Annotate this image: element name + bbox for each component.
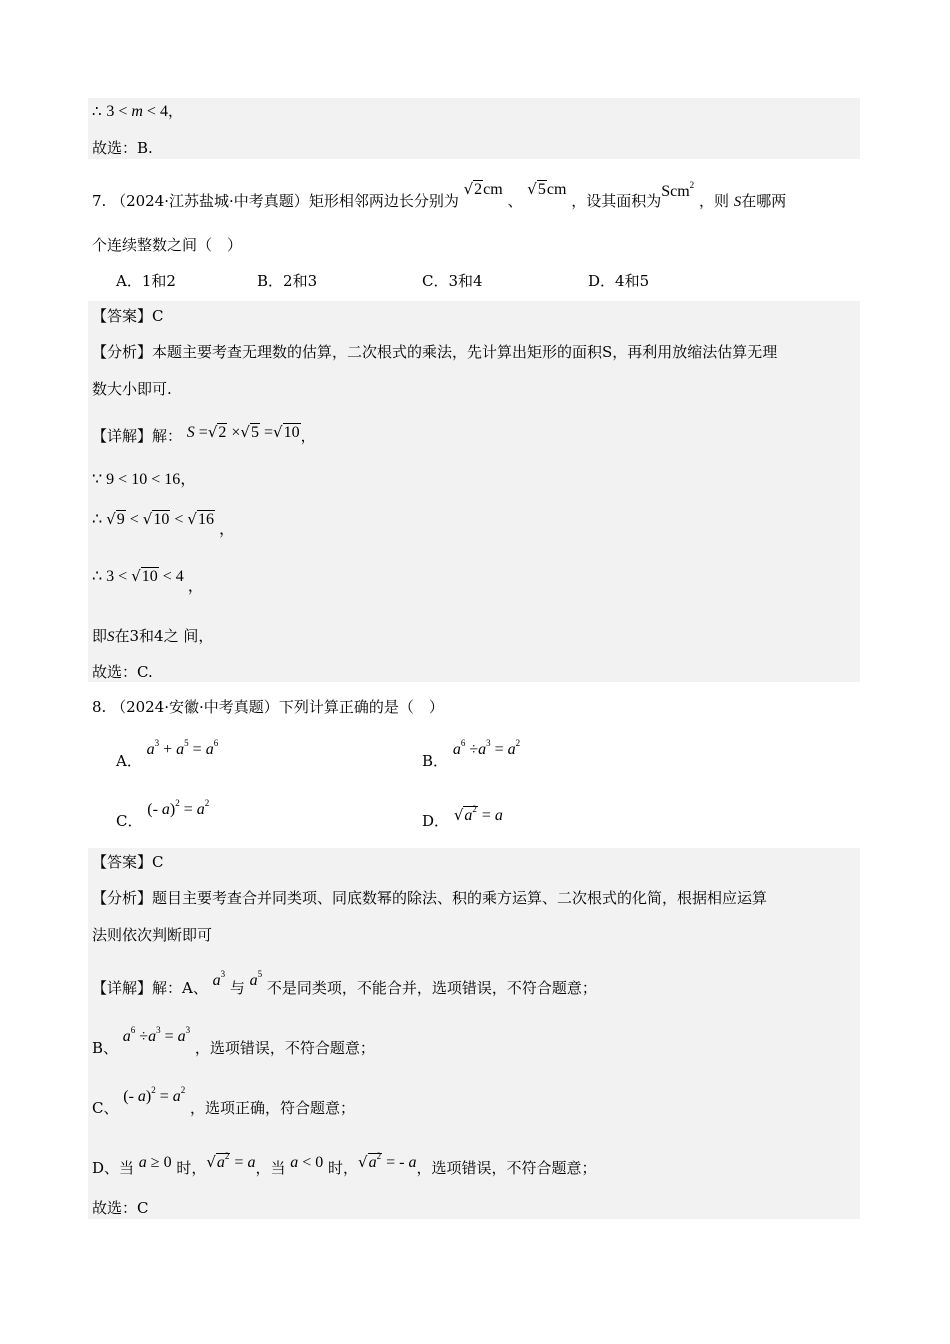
q7-option-c: C．3和4 bbox=[422, 272, 483, 290]
q7-step1: ∴ √9 < √10 < √16 ， bbox=[92, 510, 235, 538]
q8-detail-a: 【详解】解：A、 $a^3$ 与 $a^5$ 不是同类项，不能合并，选项错误，不符合题意； bbox=[92, 969, 597, 997]
q8-option-d-math: $√a^2 = a$ bbox=[453, 804, 503, 824]
q7-stem-line2: 个连续整数之间（ ） bbox=[92, 236, 243, 254]
q7-stem-line1: 7. （2024·江苏盐城·中考真题）矩形相邻两边长分别为 √2cm 、 √5cm ，设其面积为Scm$^2$ ，则 S在哪两 bbox=[92, 180, 787, 210]
q7-area: Scm$^2$ bbox=[661, 180, 695, 200]
q8-analysis-line1: 【分析】题目主要考查合并同类项、同底数幂的除法、积的乘方运算、二次根式的化简，根据相应运算 bbox=[92, 889, 768, 907]
q8-choice: 故选：C bbox=[92, 1199, 149, 1217]
q8-detail-d: D、当 a ≥ 0 时，$√a^2 = a$，当 a < 0 时，$√a^2$ = - a，选项错误，不符合题意； bbox=[92, 1151, 597, 1177]
q7-option-a: A．1和2 bbox=[116, 272, 176, 290]
q8-option-a-math: $a^3 + a^5 = a^6$ bbox=[146, 738, 219, 758]
q8-answer: 【答案】C bbox=[92, 853, 164, 871]
q6-therefore-line: ∴ 3 < m < 4， bbox=[92, 102, 183, 120]
q8-detail-c: C、 (- $a)^2 = a^2$ ，选项正确，符合题意； bbox=[92, 1085, 356, 1117]
q7-step2: ∴ 3 < √10 < 4 ， bbox=[92, 567, 204, 595]
q6-solution-shade bbox=[88, 98, 860, 159]
q7-because: ∵ 9 < 10 < 16， bbox=[92, 471, 197, 488]
q6-inequality: 3 < m < 4 bbox=[106, 103, 168, 120]
q8-option-a: A． $a^3 + a^5 = a^6$ bbox=[116, 738, 219, 770]
q8-option-c-math: (- $a)^2 = a^2$ bbox=[147, 798, 210, 818]
q8-option-c: C． (- $a)^2 = a^2$ bbox=[116, 798, 210, 830]
q8-option-b-math: $a^6 \div a^3 = a^2$ bbox=[452, 738, 521, 758]
q7-conclusion: 即S在3和4之 间， bbox=[92, 627, 214, 645]
q7-analysis-line1: 【分析】本题主要考查无理数的估算，二次根式的乘法，先计算出矩形的面积S，再利用放缩法估算无理 bbox=[92, 343, 778, 361]
q8-option-d: D． $√a^2 = a$ bbox=[422, 804, 503, 830]
q8-option-b: B． $a^6 \div a^3 = a^2$ bbox=[422, 738, 521, 770]
q7-option-b: B．2和3 bbox=[257, 272, 318, 290]
q8-detail-b: B、 $a^6 \div a^3 = a^3$ ，选项错误，不符合题意； bbox=[92, 1025, 375, 1057]
q7-side2: √5cm bbox=[527, 180, 567, 198]
q7-option-d: D．4和5 bbox=[588, 272, 650, 290]
q7-analysis-line2: 数大小即可. bbox=[92, 380, 172, 398]
q7-choice: 故选：C. bbox=[92, 663, 153, 681]
q8-analysis-line2: 法则依次判断即可 bbox=[92, 926, 213, 944]
q6-choice: 故选：B. bbox=[92, 139, 153, 157]
q7-detail: 【详解】解： S =√2 ×√5 =√10， bbox=[92, 423, 316, 445]
q7-answer: 【答案】C bbox=[92, 307, 164, 325]
q8-stem: 8. （2024·安徽·中考真题）下列计算正确的是（ ） bbox=[92, 698, 444, 716]
q7-side1: √2cm bbox=[463, 180, 503, 198]
q7-area-equation: S =√2 ×√5 =√10 bbox=[186, 423, 300, 441]
